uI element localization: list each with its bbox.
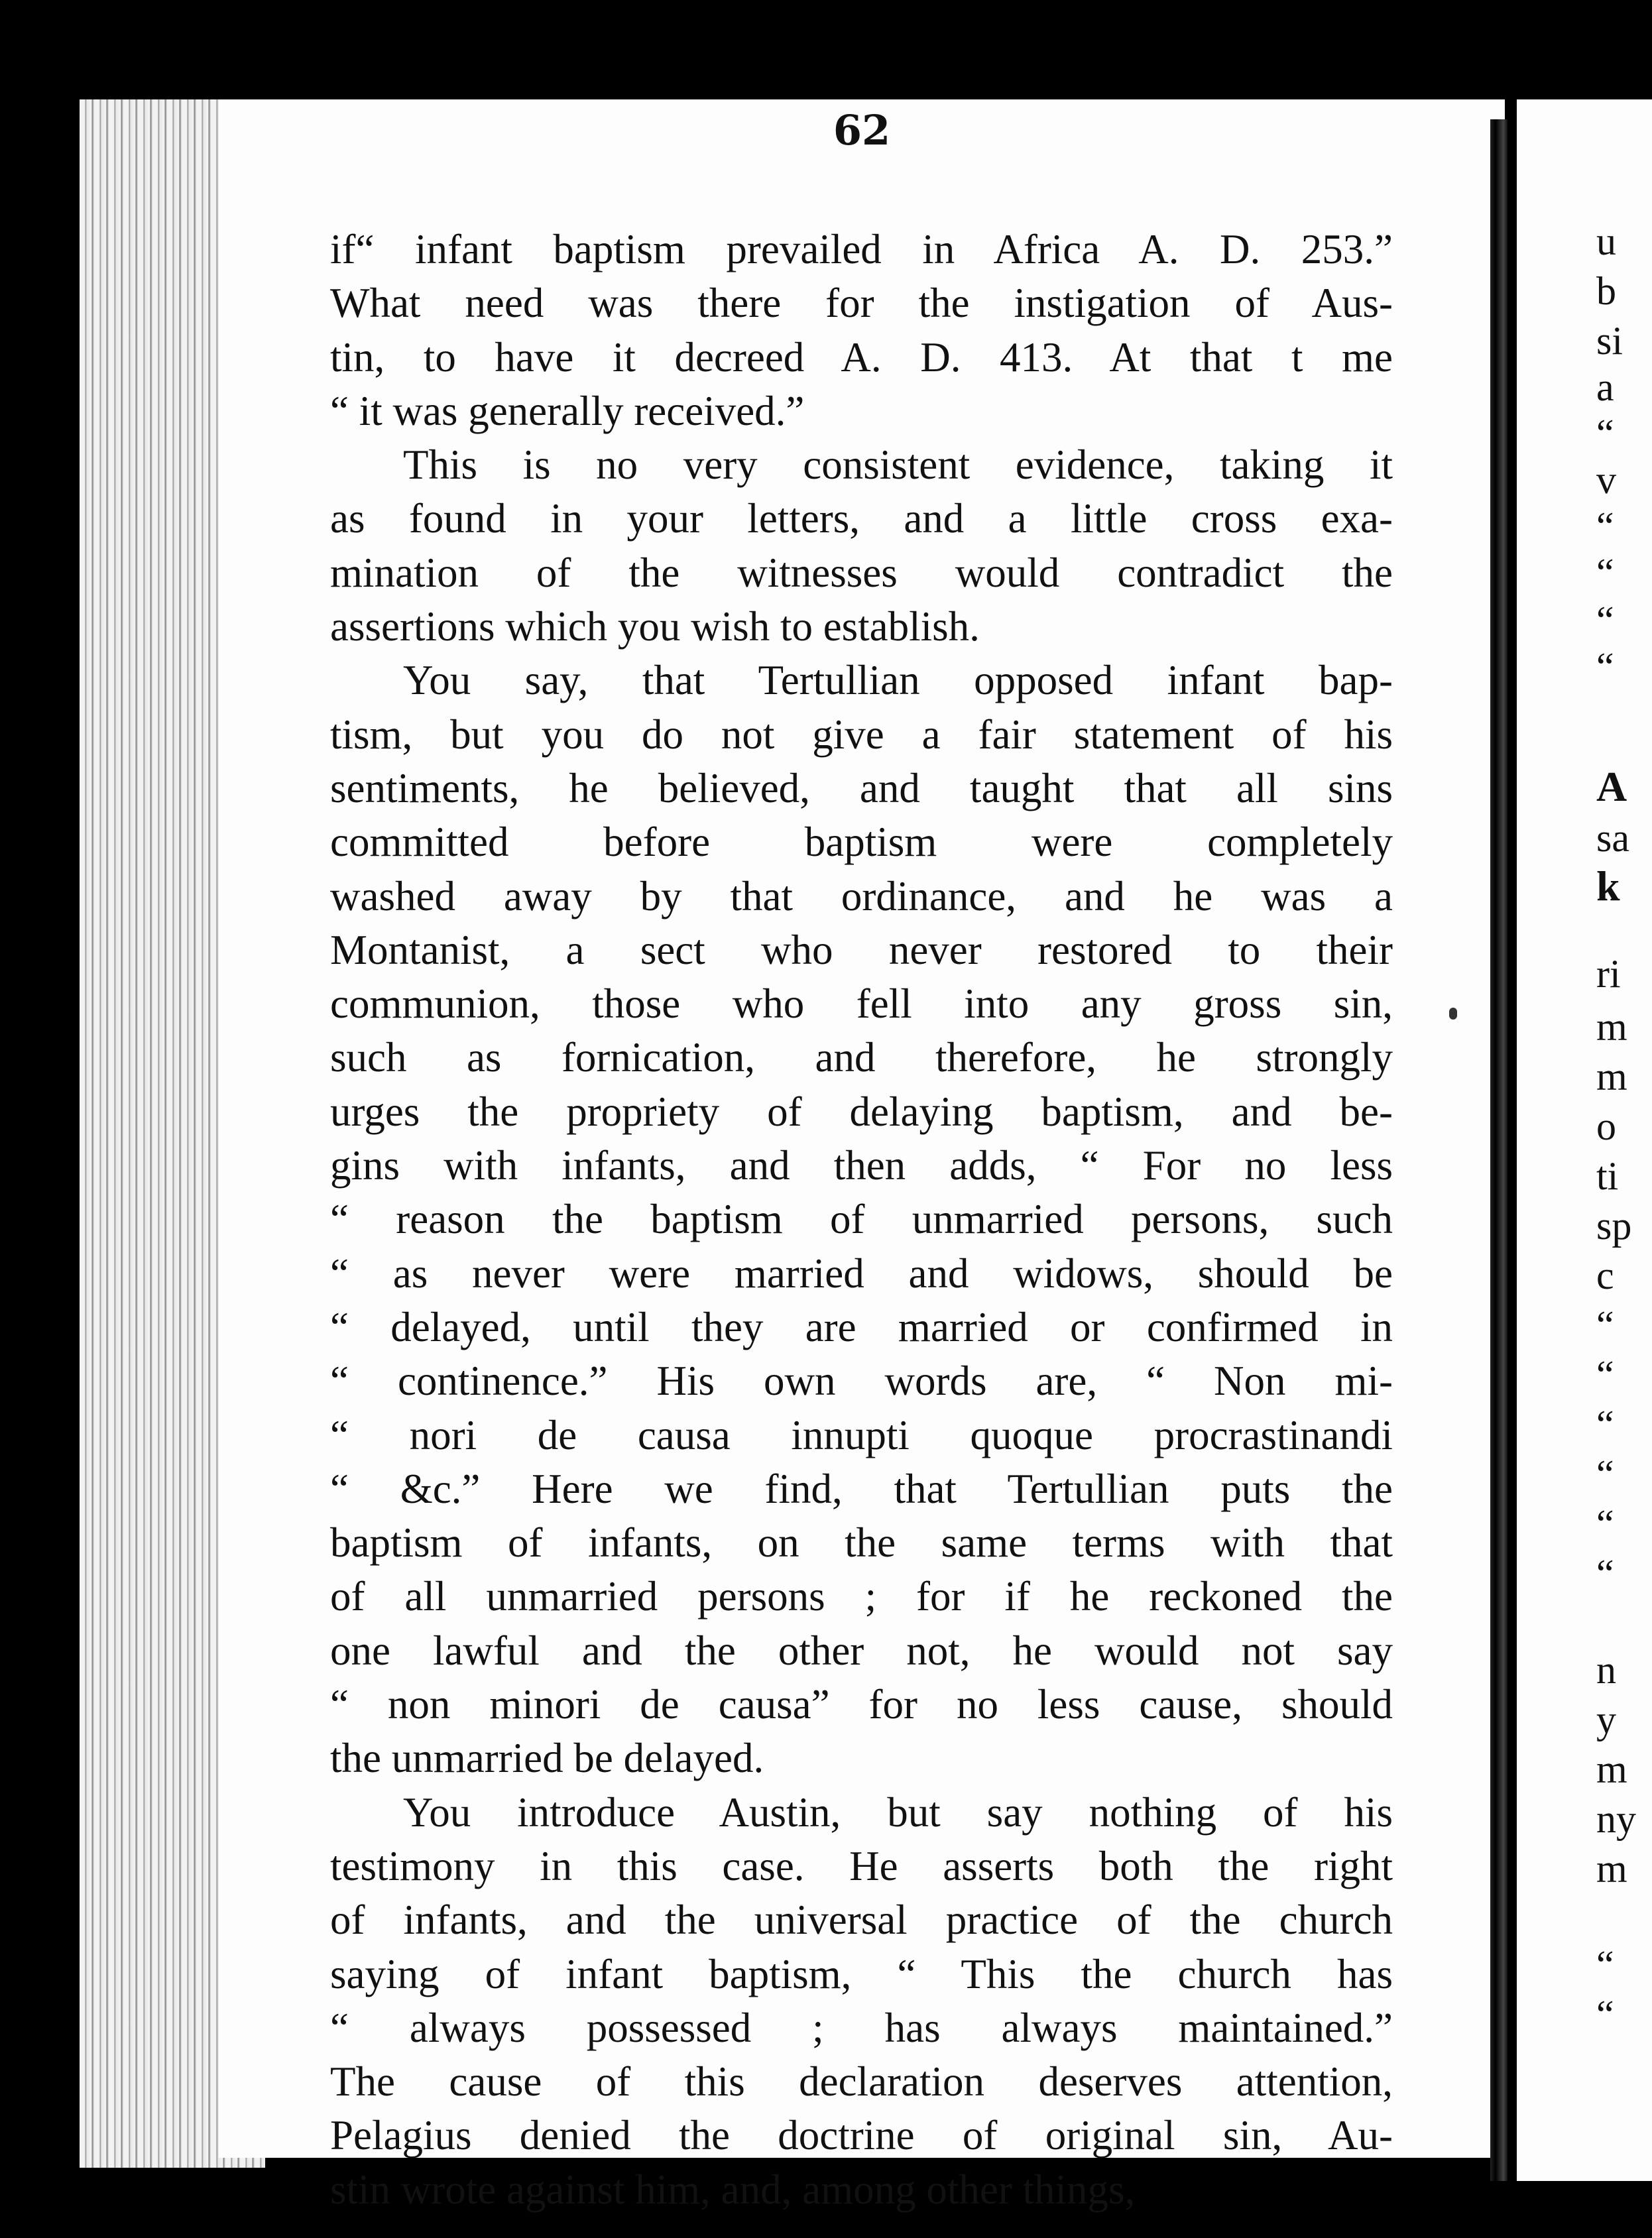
facing-page-text: n bbox=[1596, 1648, 1616, 1692]
text-line: “ always possessed ; has always maintained.” bbox=[330, 2004, 1393, 2051]
facing-page-text: “ bbox=[1596, 1303, 1614, 1347]
text-line: You say, that Tertullian opposed infant bap- bbox=[403, 657, 1393, 704]
facing-page-text: o bbox=[1596, 1104, 1616, 1148]
text-line: saying of infant baptism, “ This the church has bbox=[330, 1950, 1393, 1997]
facing-page-text: “ bbox=[1596, 1943, 1614, 1987]
text-line: “ it was generally received.” bbox=[330, 387, 805, 434]
text-line: if“ infant baptism prevailed in Africa A. D. 253.” bbox=[330, 226, 1393, 272]
binding-gutter bbox=[1490, 119, 1507, 2181]
facing-page-text: “ bbox=[1596, 1502, 1614, 1546]
facing-page-text: m bbox=[1596, 1055, 1627, 1098]
text-line: such as fornication, and therefore, he strongly bbox=[330, 1034, 1393, 1081]
facing-page-text: a bbox=[1596, 365, 1614, 409]
text-line: communion, those who fell into any gross sin, bbox=[330, 980, 1393, 1028]
text-line: one lawful and the other not, he would not say bbox=[330, 1627, 1393, 1674]
text-line: assertions which you wish to establish. bbox=[330, 603, 980, 650]
text-line: the unmarried be delayed. bbox=[330, 1735, 764, 1782]
facing-page-text: “ bbox=[1596, 1403, 1614, 1446]
text-line: “ reason the baptism of unmarried persons, such bbox=[330, 1196, 1393, 1243]
body-text bbox=[330, 223, 1393, 2217]
text-line: mination of the witnesses would contradict the bbox=[330, 549, 1393, 596]
text-line: “ &c.” Here we find, that Tertullian puts the bbox=[330, 1465, 1393, 1512]
facing-page-text: si bbox=[1596, 319, 1623, 363]
text-line: testimony in this case. He asserts both the right bbox=[330, 1842, 1393, 1889]
facing-page-text: “ bbox=[1596, 1353, 1614, 1397]
book-page bbox=[219, 99, 1505, 2213]
facing-page-text: “ bbox=[1596, 599, 1614, 642]
text-line: tin, to have it decreed A. D. 413. At that t me bbox=[330, 333, 1393, 381]
text-line: The cause of this declaration deserves attention, bbox=[330, 2058, 1393, 2105]
facing-page-text: ri bbox=[1596, 952, 1621, 996]
facing-page-text: “ bbox=[1596, 412, 1614, 455]
page-number: 62 bbox=[833, 106, 891, 154]
text-line: urges the propriety of delaying baptism, and be- bbox=[330, 1088, 1393, 1135]
text-line: “ delayed, until they are married or confirmed in bbox=[330, 1303, 1393, 1350]
facing-page-text: b bbox=[1596, 269, 1616, 313]
facing-page-fragment bbox=[1517, 99, 1652, 2181]
facing-page-text: m bbox=[1596, 1847, 1627, 1891]
text-line: tism, but you do not give a fair statement of his bbox=[330, 711, 1393, 758]
text-line: stin wrote against him, and, among other things, bbox=[330, 2166, 1136, 2213]
facing-page-text: sp bbox=[1596, 1204, 1632, 1248]
text-line: What need was there for the instigation of Aus- bbox=[330, 280, 1393, 327]
text-line: of all unmarried persons ; for if he reckoned the bbox=[330, 1573, 1393, 1620]
ink-mark bbox=[1449, 1008, 1457, 1020]
facing-page-text: u bbox=[1596, 219, 1616, 263]
text-line: baptism of infants, on the same terms with that bbox=[330, 1519, 1393, 1566]
text-line: sentiments, he believed, and taught that all sins bbox=[330, 764, 1393, 811]
facing-page-text: m bbox=[1596, 1747, 1627, 1791]
text-line: “ continence.” His own words are, “ Non mi- bbox=[330, 1358, 1393, 1405]
facing-page-text: “ bbox=[1596, 1452, 1614, 1496]
facing-page-text: m bbox=[1596, 1005, 1627, 1049]
facing-page-text: “ bbox=[1596, 1552, 1614, 1596]
text-line: This is no very consistent evidence, taking it bbox=[403, 442, 1393, 489]
text-line: as found in your letters, and a little cross exa- bbox=[330, 495, 1393, 542]
text-line: of infants, and the universal practice of the church bbox=[330, 1897, 1393, 1944]
facing-page-text: v bbox=[1596, 458, 1616, 502]
facing-page-text: ti bbox=[1596, 1154, 1619, 1198]
text-line: You introduce Austin, but say nothing of his bbox=[403, 1789, 1393, 1836]
facing-page-text: ny bbox=[1596, 1797, 1636, 1841]
facing-page-text: sa bbox=[1596, 816, 1629, 860]
text-line: “ nori de causa innupti quoque procrastinandi bbox=[330, 1411, 1393, 1458]
text-line: “ non minori de causa” for no less cause, should bbox=[330, 1681, 1393, 1728]
facing-page-text: “ bbox=[1596, 551, 1614, 595]
facing-page-text: c bbox=[1596, 1254, 1614, 1297]
facing-page-text: “ bbox=[1596, 504, 1614, 548]
text-line: washed away by that ordinance, and he was a bbox=[330, 872, 1393, 919]
facing-page-text: A bbox=[1596, 763, 1627, 810]
text-line: Montanist, a sect who never restored to their bbox=[330, 926, 1393, 973]
text-line: gins with infants, and then adds, “ For no less bbox=[330, 1142, 1393, 1189]
facing-page-text: “ bbox=[1596, 1993, 1614, 2036]
text-line: Pelagius denied the doctrine of original sin, Au- bbox=[330, 2112, 1393, 2159]
text-line: committed before baptism were completely bbox=[330, 819, 1393, 866]
facing-page-text: k bbox=[1596, 862, 1620, 910]
facing-page-text: y bbox=[1596, 1698, 1616, 1741]
facing-page-text: “ bbox=[1596, 645, 1614, 689]
text-line: “ as never were married and widows, should be bbox=[330, 1250, 1393, 1297]
